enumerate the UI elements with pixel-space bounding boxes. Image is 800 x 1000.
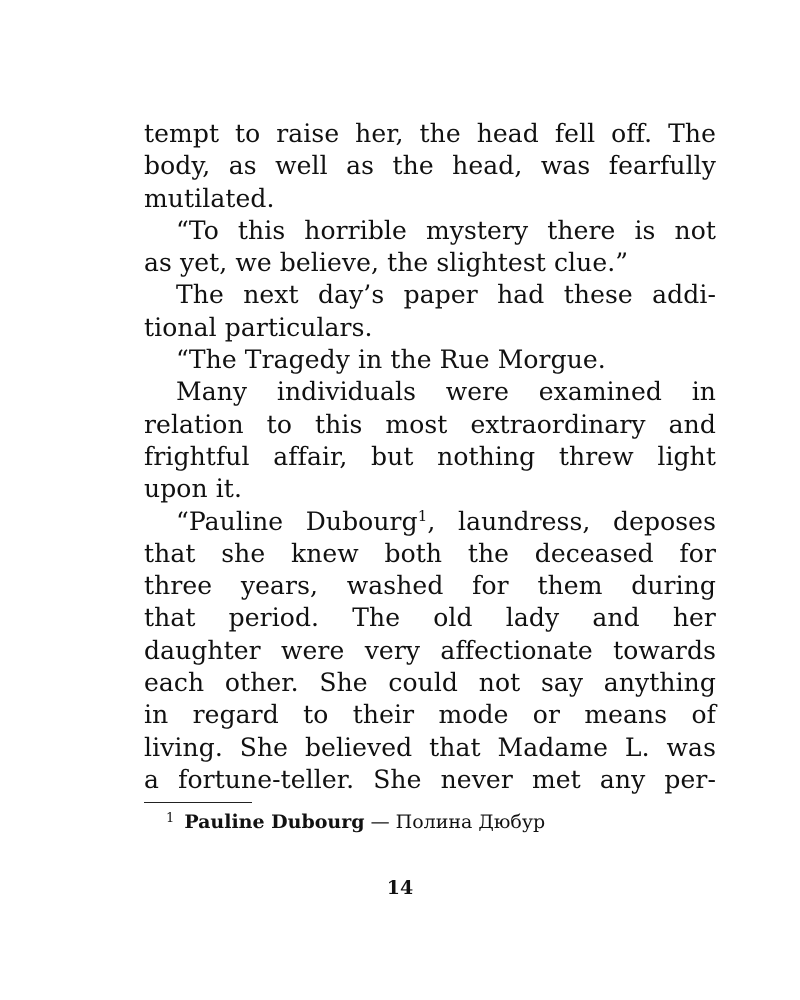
text-line: The next day’s paper had these addi- xyxy=(176,280,716,310)
footnote-divider xyxy=(144,802,252,803)
footnote xyxy=(166,808,545,836)
text-line: living. She believed that Madame L. was xyxy=(144,732,716,762)
footnote-mark: 1 xyxy=(166,811,175,826)
text-line: “To this horrible mystery there is not xyxy=(176,215,716,245)
footnote-translation: — Полина Дюбур xyxy=(364,811,546,833)
text-line: body, as well as the head, was fearfully xyxy=(144,151,716,181)
text-segment: , laundress, deposes xyxy=(427,506,716,536)
text-segment: “Pauline Dubourg xyxy=(176,506,418,536)
text-line: “The Tragedy in the Rue Morgue. xyxy=(176,345,606,375)
footnote-term: Pauline Dubourg xyxy=(184,811,365,833)
text-line: that period. The old lady and her xyxy=(144,603,716,633)
footnote-reference[interactable]: 1 xyxy=(417,506,428,525)
text-line: upon it. xyxy=(144,474,242,504)
text-line: tional particulars. xyxy=(144,312,373,342)
text-line-with-footnote-ref xyxy=(144,506,716,538)
page-number: 14 xyxy=(386,877,414,899)
text-line: tempt to raise her, the head fell off. The xyxy=(144,119,716,148)
page-body xyxy=(144,118,716,796)
text-line: relation to this most extraordinary and xyxy=(144,409,716,439)
text-line: a fortune-teller. She never met any per- xyxy=(144,764,716,794)
text-line: daughter were very affectionate towards xyxy=(144,635,716,665)
text-line: as yet, we believe, the slightest clue.” xyxy=(144,248,629,278)
text-line: frightful affair, but nothing threw light xyxy=(144,441,716,471)
text-line: three years, washed for them during xyxy=(144,571,716,601)
text-line: that she knew both the deceased for xyxy=(144,538,716,568)
text-line: each other. She could not say anything xyxy=(144,668,716,698)
text-line: mutilated. xyxy=(144,183,275,213)
text-line: Many individuals were examined in xyxy=(176,377,716,407)
text-line: in regard to their mode or means of xyxy=(144,700,716,730)
